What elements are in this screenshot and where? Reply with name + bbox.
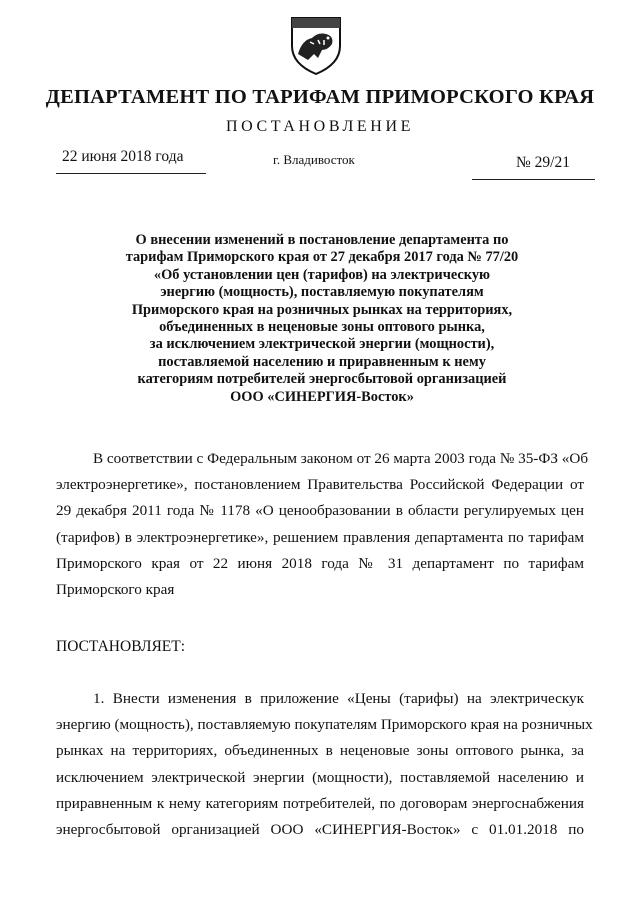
decree-heading: ПОСТАНОВЛЯЕТ: — [56, 638, 186, 655]
document-subject — [96, 232, 548, 406]
subject-line: тарифам Приморского края от 27 декабря 2017 года № 77/20 — [125, 249, 519, 266]
subject-line: энергию (мощность), поставляемую покупателям — [160, 284, 484, 301]
paragraph-line: приравненным к нему категориям потребителей, по договорам энергоснабжения — [56, 794, 584, 812]
department-title: ДЕПАРТАМЕНТ ПО ТАРИФАМ ПРИМОРСКОГО КРАЯ — [45, 86, 595, 108]
paragraph-line: энергосбытовой организацией ООО «СИНЕРГИЯ-Восток» с 01.01.2018 по — [56, 821, 584, 839]
document-city: г. Владивосток — [273, 152, 355, 167]
subject-line: поставляемой населению и приравненным к нему — [158, 353, 486, 370]
document-number: № 29/21 — [516, 154, 570, 171]
paragraph-line: Приморского края — [56, 581, 175, 599]
preamble-paragraph — [56, 446, 589, 603]
paragraph-line: (тарифов) в электроэнергетике», решением правления департамента по тарифам — [56, 528, 584, 546]
paragraph-line: электроэнергетике», постановлением Правительства Российской Федерации от — [56, 476, 584, 494]
paragraph-line: энергию (мощность), поставляемую покупателям Приморского края на розничных — [56, 716, 593, 734]
item-1-paragraph — [56, 686, 593, 843]
subject-line: ООО «СИНЕРГИЯ-Восток» — [230, 388, 414, 405]
paragraph-line: 29 декабря 2011 года № 1178 «О ценообразовании в области регулируемых цен — [56, 502, 584, 520]
paragraph-line: рынках на территориях, объединенных в неценовые зоны оптового рынка, за — [56, 742, 584, 760]
paragraph-line: Приморского края от 22 июня 2018 года № 31 департамент по тарифам — [56, 554, 584, 572]
document-type: ПОСТАНОВЛЕНИЕ — [226, 118, 414, 135]
paragraph-line: 1. Внести изменения в приложение «Цены (тарифы) на электрическук — [93, 690, 584, 707]
paragraph-line: В соответствии с Федеральным законом от 26 марта 2003 года № 35-ФЗ «Об — [93, 450, 589, 467]
subject-line: за исключением электрической энергии (мощности), — [149, 336, 495, 353]
document-date: 22 июня 2018 года — [62, 148, 184, 165]
coat-of-arms-icon — [288, 14, 344, 76]
number-underline — [472, 179, 595, 180]
date-underline — [56, 173, 206, 174]
subject-line: «Об установлении цен (тарифов) на электрическую — [153, 266, 491, 283]
subject-line: объединенных в неценовые зоны оптового рынка, — [159, 319, 485, 336]
paragraph-line: исключением электрической энергии (мощности), поставляемой населению и — [56, 768, 584, 786]
subject-line: Приморского края на розничных рынках на территориях, — [131, 301, 513, 318]
subject-line: О внесении изменений в постановление департамента по — [135, 232, 509, 248]
subject-line: категориям потребителей энергосбытовой организацией — [137, 371, 507, 388]
